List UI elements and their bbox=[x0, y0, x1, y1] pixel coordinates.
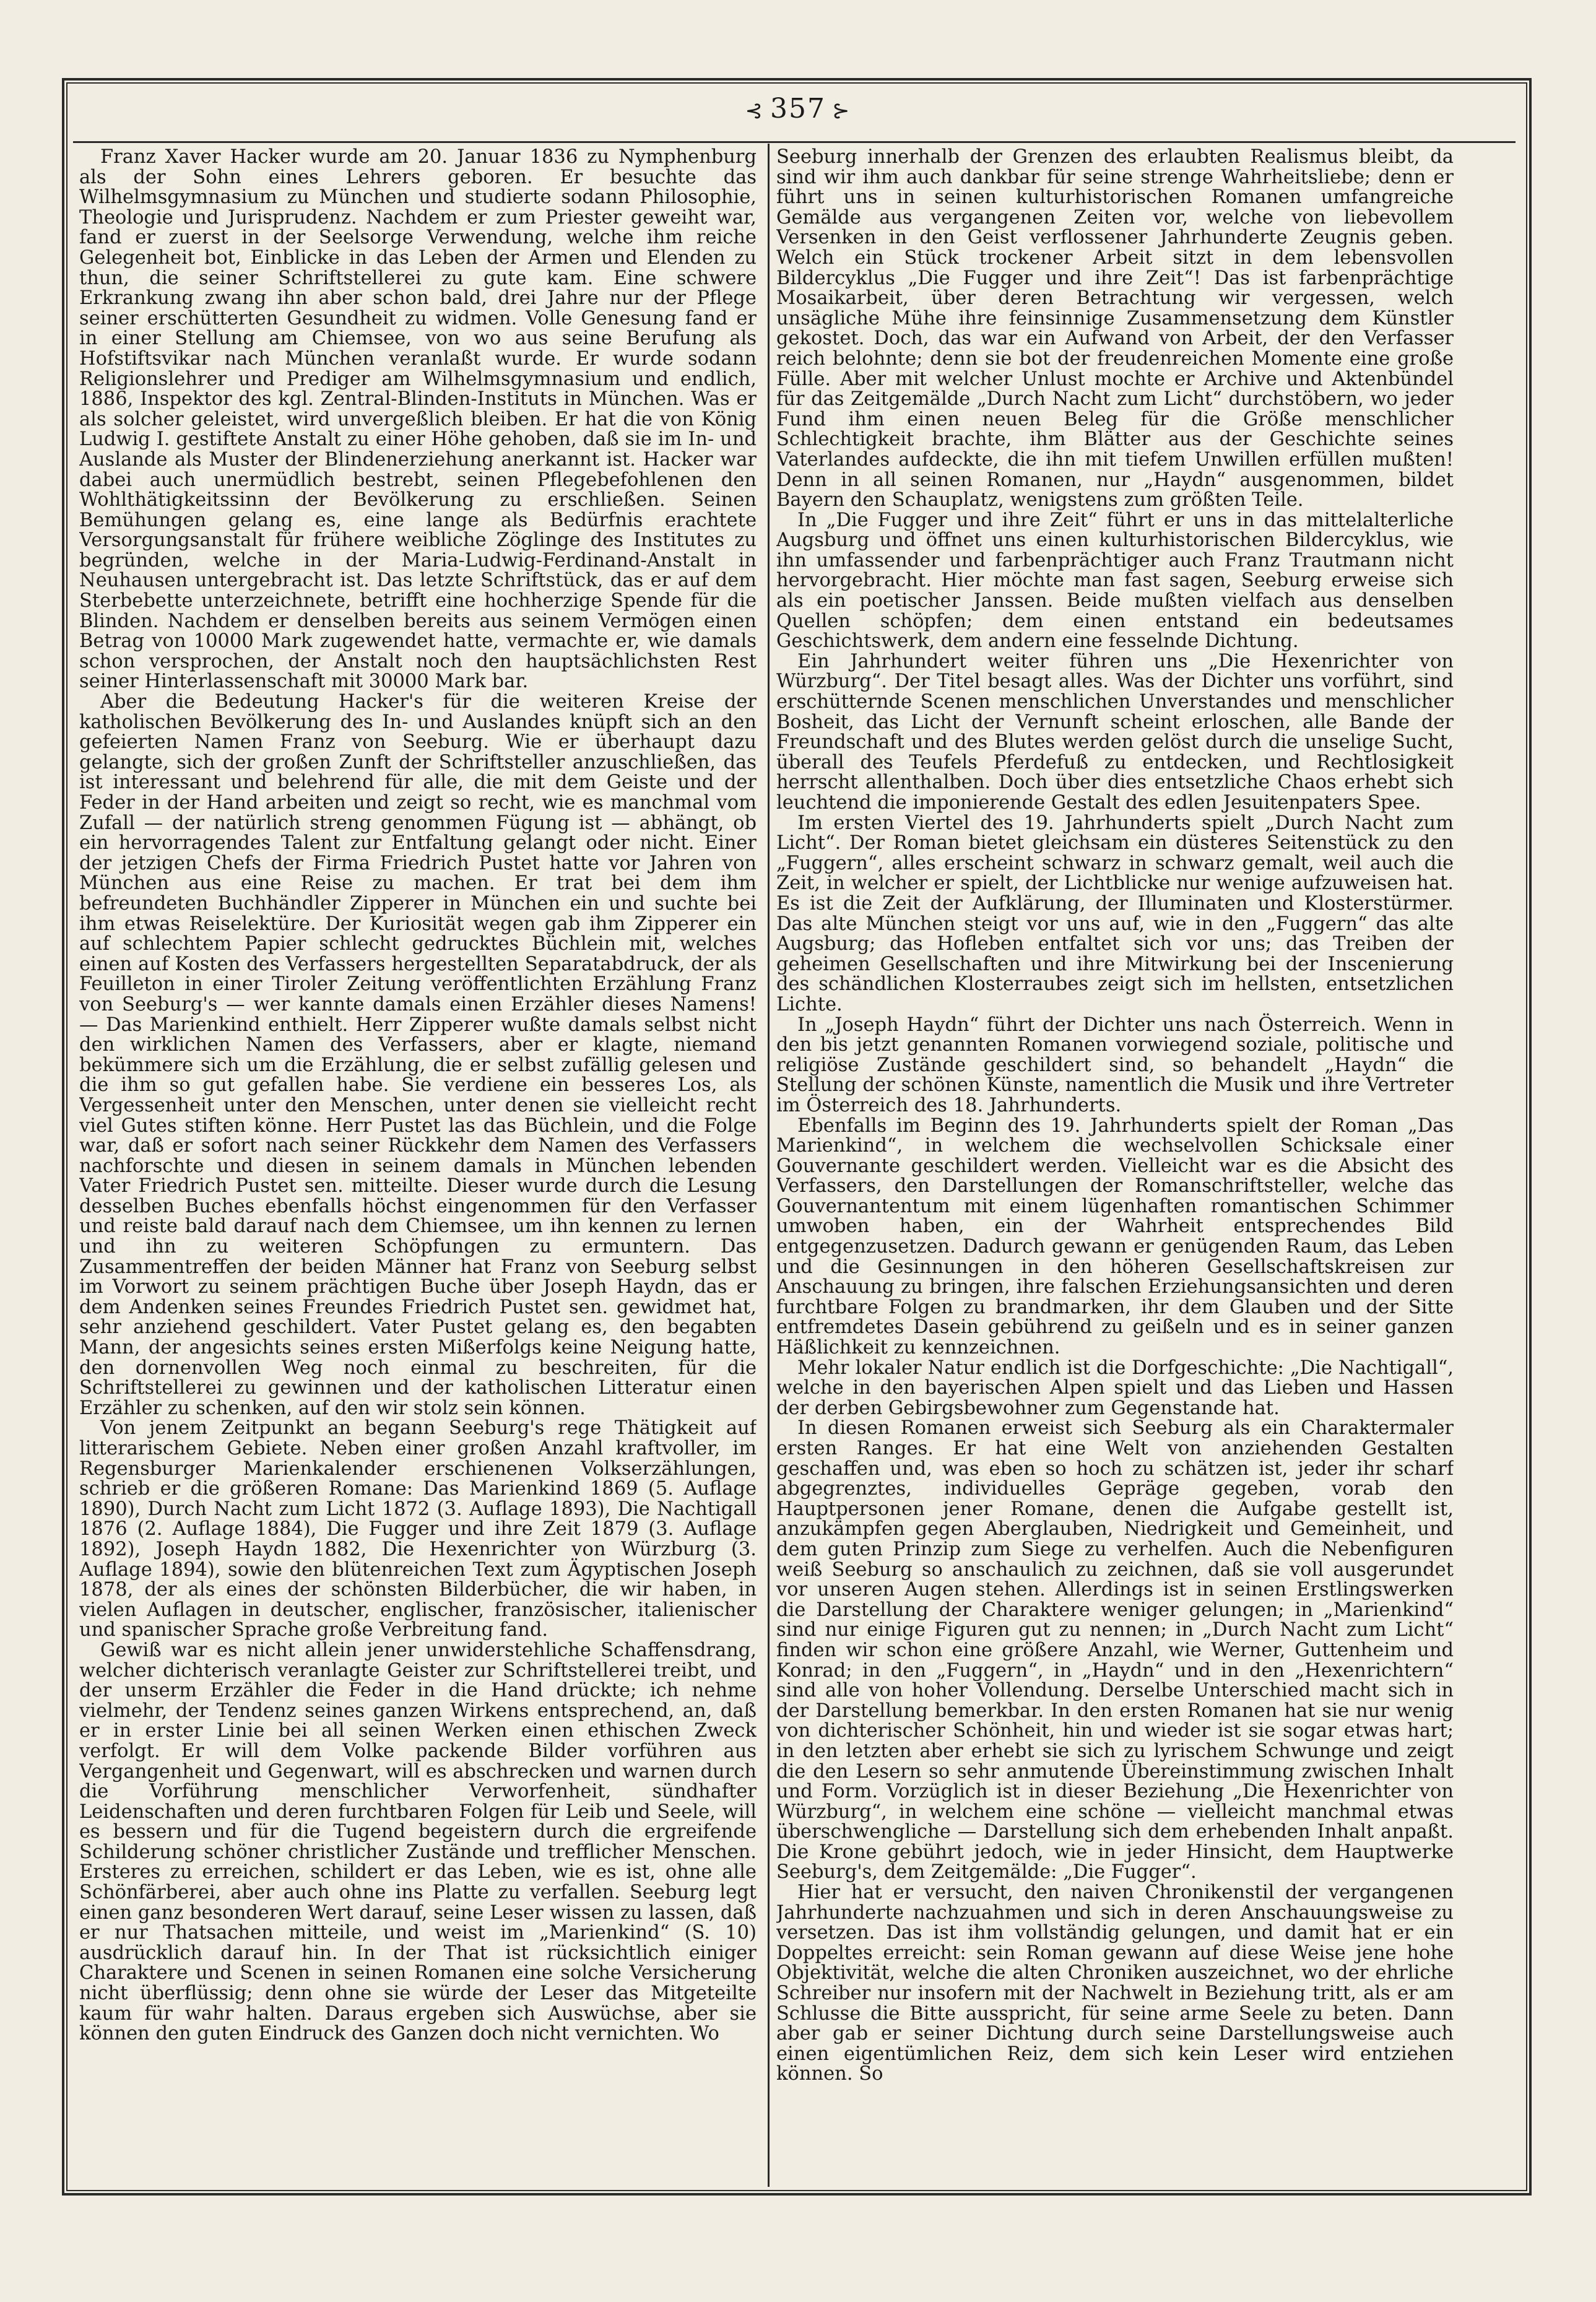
paragraph: Gewiß war es nicht allein jener unwiderstehliche Schaffensdrang, welcher dichterisch veranlagte Geister zur Schriftstellerei treibt, und der unserm Erzähler die Feder in die Hand drückte; ich nehme vielmehr, der Tendenz seines ganzen Wirkens entsprechend, an, daß er in erster Linie bei all seinen Werken einen ethischen Zweck verfolgt. Er will dem Volke packende Bilder vorführen aus Vergangenheit und Gegenwart, will es abschrecken und warnen durch die Vorführung menschlicher Verworfenheit, sündhafter Leidenschaften und deren furchtbaren Folgen für Leib und Seele, will es bessern und für die Tugend begeistern durch die ergreifende Schilderung schöner christlicher Zustände und trefflicher Menschen. Ersteres zu erreichen, schildert er das Leben, wie es ist, ohne alle Schönfärberei, aber auch ohne ins Platte zu verfallen. Seeburg legt einen ganz besonderen Wert darauf, seine Leser wissen zu lassen, daß er nur Thatsachen mitteile, und weist im „Marienkind“ (S. 10) ausdrücklich darauf hin. In der That ist rücksichtlich einiger Charaktere und Scenen in seinen Romanen eine solche Versicherung nicht überflüssig; denn ohne sie würde der Leser das Mitgeteilte kaum für wahr halten. Daraus ergeben sich Auswüchse, aber sie können den guten Eindruck des Ganzen doch nicht vernichten. Wo bbox=[79, 1639, 757, 2045]
paragraph: In „Joseph Haydn“ führt der Dichter uns nach Österreich. Wenn in den bis jetzt genannten Romanen vorwiegend soziale, politische und religiöse Zustände geschildert sind, so behandelt „Haydn“ die Stellung der schönen Künste, namentlich die Musik und ihre Vertreter im Österreich des 18. Jahrhunderts. bbox=[776, 1014, 1454, 1116]
right-column bbox=[776, 147, 1454, 2184]
page-number-value: 357 bbox=[770, 93, 826, 124]
paragraph: Hier hat er versucht, den naiven Chronikenstil der vergangenen Jahrhunderte nachzuahmen und sich in deren Anschauungsweise zu versetzen. Das ist ihm vollständig gelungen, und damit hat er ein Doppeltes erreicht: sein Roman gewann auf diese Weise jene hohe Objektivität, welche die alten Chroniken auszeichnet, wo der ehrliche Schreiber nur insofern mit der Nachwelt in Beziehung tritt, als er am Schlusse die Bitte ausspricht, für seine arme Seele zu beten. Dann aber gab er seiner Dichtung durch seine Darstellungsweise auch einen eigentümlichen Reiz, dem sich kein Leser wird entziehen können. So bbox=[776, 1882, 1454, 2085]
ornament-left: ⊰ bbox=[745, 98, 764, 123]
header-rule bbox=[73, 141, 1516, 143]
paragraph: Im ersten Viertel des 19. Jahrhunderts spielt „Durch Nacht zum Licht“. Der Roman bietet gleichsam ein düsteres Seitenstück zu den „Fuggern“, alles erscheint schwarz in schwarz gemalt, weil auch die Zeit, in welcher er spielt, der Lichtblicke nur wenige aufzuweisen hat. Es ist die Zeit der Aufklärung, der Illuminaten und Klosterstürmer. Das alte München steigt vor uns auf, wie in den „Fuggern“ das alte Augsburg; das Hofleben entfaltet sich vor uns; das Treiben der geheimen Gesellschaften und ihre Mitwirkung bei der Inscenierung des schändlichen Klosterraubes zeigt sich im hellsten, entsetzlichen Lichte. bbox=[776, 812, 1454, 1015]
page-number bbox=[0, 93, 1596, 124]
paragraph: Von jenem Zeitpunkt an begann Seeburg's rege Thätigkeit auf litterarischem Gebiete. Neben einer großen Anzahl kraftvoller, im Regensburger Marienkalender erschienenen Volkserzählungen, schrieb er die größeren Romane: Das Marienkind 1869 (5. Auflage 1890), Durch Nacht zum Licht 1872 (3. Auflage 1893), Die Nachtigall 1876 (2. Auflage 1884), Die Fugger und ihre Zeit 1879 (3. Auflage 1892), Joseph Haydn 1882, Die Hexenrichter von Würzburg (3. Auflage 1894), sowie den blütenreichen Text zum Ägyptischen Joseph 1878, der als eines der schönsten Bilderbücher, die wir haben, in vielen Auflagen in deutscher, englischer, französischer, italienischer und spanischer Sprache große Verbreitung fand. bbox=[79, 1417, 757, 1641]
column-divider bbox=[768, 144, 770, 2187]
paragraph: Ebenfalls im Beginn des 19. Jahrhunderts spielt der Roman „Das Marienkind“, in welchem die wechselvollen Schicksale einer Gouvernante geschildert werden. Vielleicht war es die Absicht des Verfassers, den Darstellungen der Romanschriftsteller, welche das Gouvernantentum mit einem lügenhaften romantischen Schimmer umwoben haben, ein der Wahrheit entsprechendes Bild entgegenzusetzen. Dadurch gewann er genügenden Raum, das Leben und die Gesinnungen in den höheren Gesellschaftskreisen zur Anschauung zu bringen, ihre falschen Erziehungsansichten und deren furchtbare Folgen zu brandmarken, ihr dem Glauben und der Sitte entfremdetes Dasein gebührend zu geißeln und es in seiner ganzen Häßlichkeit zu kennzeichnen. bbox=[776, 1114, 1454, 1359]
paragraph: Ein Jahrhundert weiter führen uns „Die Hexenrichter von Würzburg“. Der Titel besagt alles. Was der Dichter uns vorführt, sind erschütternde Scenen menschlichen Unverstandes und menschlicher Bosheit, das Licht der Vernunft scheint erloschen, alle Bande der Freundschaft und des Blutes werden gelöst durch die unselige Sucht, überall des Teufels Pferdefuß zu entdecken, und Rechtlosigkeit herrscht allenthalben. Doch über dies entsetzliche Chaos erhebt sich leuchtend die imponierende Gestalt des edlen Jesuitenpaters Spee. bbox=[776, 650, 1454, 814]
left-column bbox=[79, 147, 757, 2184]
paragraph: In „Die Fugger und ihre Zeit“ führt er uns in das mittelalterliche Augsburg und öffnet uns einen kulturhistorischen Bildercyklus, wie ihn umfassender und farbenprächtiger auch Franz Trautmann nicht hervorgebracht. Hier möchte man fast sagen, Seeburg erweise sich als ein poetischer Janssen. Beide mußten vielfach aus denselben Quellen schöpfen; dem einen entstand ein bedeutsames Geschichtswerk, dem andern eine fesselnde Dichtung. bbox=[776, 509, 1454, 653]
paragraph: In diesen Romanen erweist sich Seeburg als ein Charaktermaler ersten Ranges. Er hat eine Welt von anziehenden Gestalten geschaffen und, was eben so hoch zu schätzen ist, jeder ihr scharf abgegrenztes, individuelles Gepräge gegeben, vorab den Hauptpersonen jener Romane, denen die Aufgabe gestellt ist, anzukämpfen gegen Aberglauben, Niedrigkeit und Gemeinheit, und dem guten Prinzip zum Siege zu verhelfen. Auch die Nebenfiguren weiß Seeburg so anschaulich zu zeichnen, daß sie voll ausgerundet vor unseren Augen stehen. Allerdings ist in seinen Erstlingswerken die Darstellung der Charaktere weniger gelungen; in „Marienkind“ sind nur einige Figuren gut zu nennen; in „Durch Nacht zum Licht“ finden wir schon eine größere Anzahl, wie Werner, Guttenheim und Konrad; in den „Fuggern“, in „Haydn“ und in den „Hexenrichtern“ sind alle von hoher Vollendung. Derselbe Unterschied macht sich in der Darstellung bemerkbar. In den ersten Romanen hat sie nur wenig von dichterischer Schönheit, hin und wieder ist sie sogar etwas hart; in den letzten aber erhebt sie sich zu lyrischem Schwunge und zeigt die den Lesern so sehr anmutende Übereinstimmung zwischen Inhalt und Form. Vorzüglich ist in dieser Beziehung „Die Hexenrichter von Würzburg“, in welchem eine schöne — vielleicht manchmal etwas überschwengliche — Darstellung sich dem erhebenden Inhalt anpaßt. Die Krone gebührt jedoch, wie in jeder Hinsicht, dem Hauptwerke Seeburg's, dem Zeitgemälde: „Die Fugger“. bbox=[776, 1417, 1454, 1883]
paragraph: Aber die Bedeutung Hacker's für die weiteren Kreise der katholischen Bevölkerung des In- und Auslandes knüpft sich an den gefeierten Namen Franz von Seeburg. Wie er überhaupt dazu gelangte, sich der großen Zunft der Schriftsteller anzuschließen, das ist interessant und belehrend für alle, die mit dem Geiste und der Feder in der Hand arbeiten und zeigt so recht, wie es manchmal vom Zufall — der natürlich streng genommen Fügung ist — abhängt, ob ein hervorragendes Talent zur Entfaltung gelangt oder nicht. Einer der jetzigen Chefs der Firma Friedrich Pustet hatte vor Jahren von München aus eine Reise zu machen. Er trat bei dem ihm befreundeten Buchhändler Zipperer in München ein und suchte bei ihm etwas Reiselektüre. Der Kuriosität wegen gab ihm Zipperer ein auf schlechtem Papier schlecht gedrucktes Büchlein mit, welches einen auf Kosten des Verfassers hergestellten Separatabdruck, der als Feuilleton in einer Tiroler Zeitung veröffentlichten Erzählung Franz von Seeburg's — wer kannte damals einen Erzähler dieses Namens! — Das Marienkind enthielt. Herr Zipperer wußte damals selbst nicht den wirklichen Namen des Verfassers, aber er klagte, niemand bekümmere sich um die Erzählung, die er selbst zufällig gelesen und die ihm so gut gefallen habe. Sie verdiene ein besseres Los, als Vergessenheit unter den Menschen, unter denen sie vielleicht recht viel Gutes stiften könne. Herr Pustet las das Büchlein, und die Folge war, daß er sofort nach seiner Rückkehr dem Namen des Verfassers nachforschte und diesen in seinem damals in München lebenden Vater Friedrich Pustet sen. mitteilte. Dieser wurde durch die Lesung desselben Buches ebenfalls höchst eingenommen für den Verfasser und reiste bald darauf nach dem Chiemsee, um ihn kennen zu lernen und ihn zu weiteren Schöpfungen zu ermuntern. Das Zusammentreffen der beiden Männer hat Franz von Seeburg selbst im Vorwort zu seinem prächtigen Buche über Joseph Haydn, das er dem Andenken seines Freundes Friedrich Pustet sen. gewidmet hat, sehr anziehend geschildert. Vater Pustet gelang es, den begabten Mann, der angesichts seines ersten Mißerfolgs keine Neigung hatte, den dornenvollen Weg noch einmal zu beschreiten, für die Schriftstellerei zu gewinnen und der katholischen Litteratur einen Erzähler zu schenken, auf den wir stolz sein können. bbox=[79, 691, 757, 1419]
paragraph: Seeburg innerhalb der Grenzen des erlaubten Realismus bleibt, da sind wir ihm auch dankbar für seine strenge Wahrheitsliebe; denn er führt uns in seinen kulturhistorischen Romanen umfangreiche Gemälde aus vergangenen Zeiten vor, welche von liebevollem Versenken in den Geist verflossener Jahrhunderte Zeugnis geben. Welch ein Stück trockener Arbeit sitzt in dem lebensvollen Bildercyklus „Die Fugger und ihre Zeit“! Das ist farbenprächtige Mosaikarbeit, über deren Betrachtung wir vergessen, welch unsägliche Mühe ihre feinsinnige Zusammensetzung dem Künstler gekostet. Doch, das war ein Aufwand von Arbeit, der den Verfasser reich belohnte; denn sie bot der freudenreichen Momente eine große Fülle. Aber mit welcher Unlust mochte er Archive und Aktenbündel für das Zeitgemälde „Durch Nacht zum Licht“ durchstöbern, wo jeder Fund ihm einen neuen Beleg für die Größe menschlicher Schlechtigkeit brachte, ihm Blätter aus der Geschichte seines Vaterlandes aufdeckte, die ihn mit tiefem Unwillen erfüllen mußten! Denn in all seinen Romanen, nur „Haydn“ ausgenommen, bildet Bayern den Schauplatz, wenigstens zum größten Teile. bbox=[776, 147, 1454, 511]
ornament-right: ⊱ bbox=[831, 98, 851, 123]
paragraph: Franz Xaver Hacker wurde am 20. Januar 1836 zu Nymphenburg als der Sohn eines Lehrers geboren. Er besuchte das Wilhelmsgymnasium zu München und studierte sodann Philosophie, Theologie und Jurisprudenz. Nachdem er zum Priester geweiht war, fand er zuerst in der Seelsorge Verwendung, welche ihm reiche Gelegenheit bot, Einblicke in das Leben der Armen und Elenden zu thun, die seiner Schriftstellerei zu gute kam. Eine schwere Erkrankung zwang ihn aber schon bald, drei Jahre nur der Pflege seiner erschütterten Gesundheit zu widmen. Volle Genesung fand er in einer Stellung am Chiemsee, von wo aus seine Berufung als Hofstiftsvikar nach München veranlaßt wurde. Er wurde sodann Religionslehrer und Prediger am Wilhelmsgymnasium und endlich, 1886, Inspektor des kgl. Zentral-Blinden-Instituts in München. Was er als solcher geleistet, wird unvergeßlich bleiben. Er hat die von König Ludwig I. gestiftete Anstalt zu einer Höhe gehoben, daß sie im In- und Auslande als Muster der Blindenerziehung anerkannt ist. Hacker war dabei auch unermüdlich bestrebt, seinen Pflegebefohlenen den Wohlthätigkeitssinn der Bevölkerung zu erschließen. Seinen Bemühungen gelang es, eine lange als Bedürfnis erachtete Versorgungsanstalt für frühere weibliche Zöglinge des Institutes zu begründen, welche in der Maria-Ludwig-Ferdinand-Anstalt in Neuhausen untergebracht ist. Das letzte Schriftstück, das er auf dem Sterbebette unterzeichnete, betrifft eine hochherzige Spende für die Blinden. Nachdem er denselben bereits aus seinem Vermögen einen Betrag von 10000 Mark zugewendet hatte, vermachte er, wie damals schon versprochen, der Anstalt noch den hauptsächlichsten Rest seiner Hinterlassenschaft mit 30000 Mark bar. bbox=[79, 147, 757, 693]
paragraph: Mehr lokaler Natur endlich ist die Dorfgeschichte: „Die Nachtigall“, welche in den bayerischen Alpen spielt und das Lieben und Hassen der derben Gebirgsbewohner zum Gegenstande hat. bbox=[776, 1357, 1454, 1419]
